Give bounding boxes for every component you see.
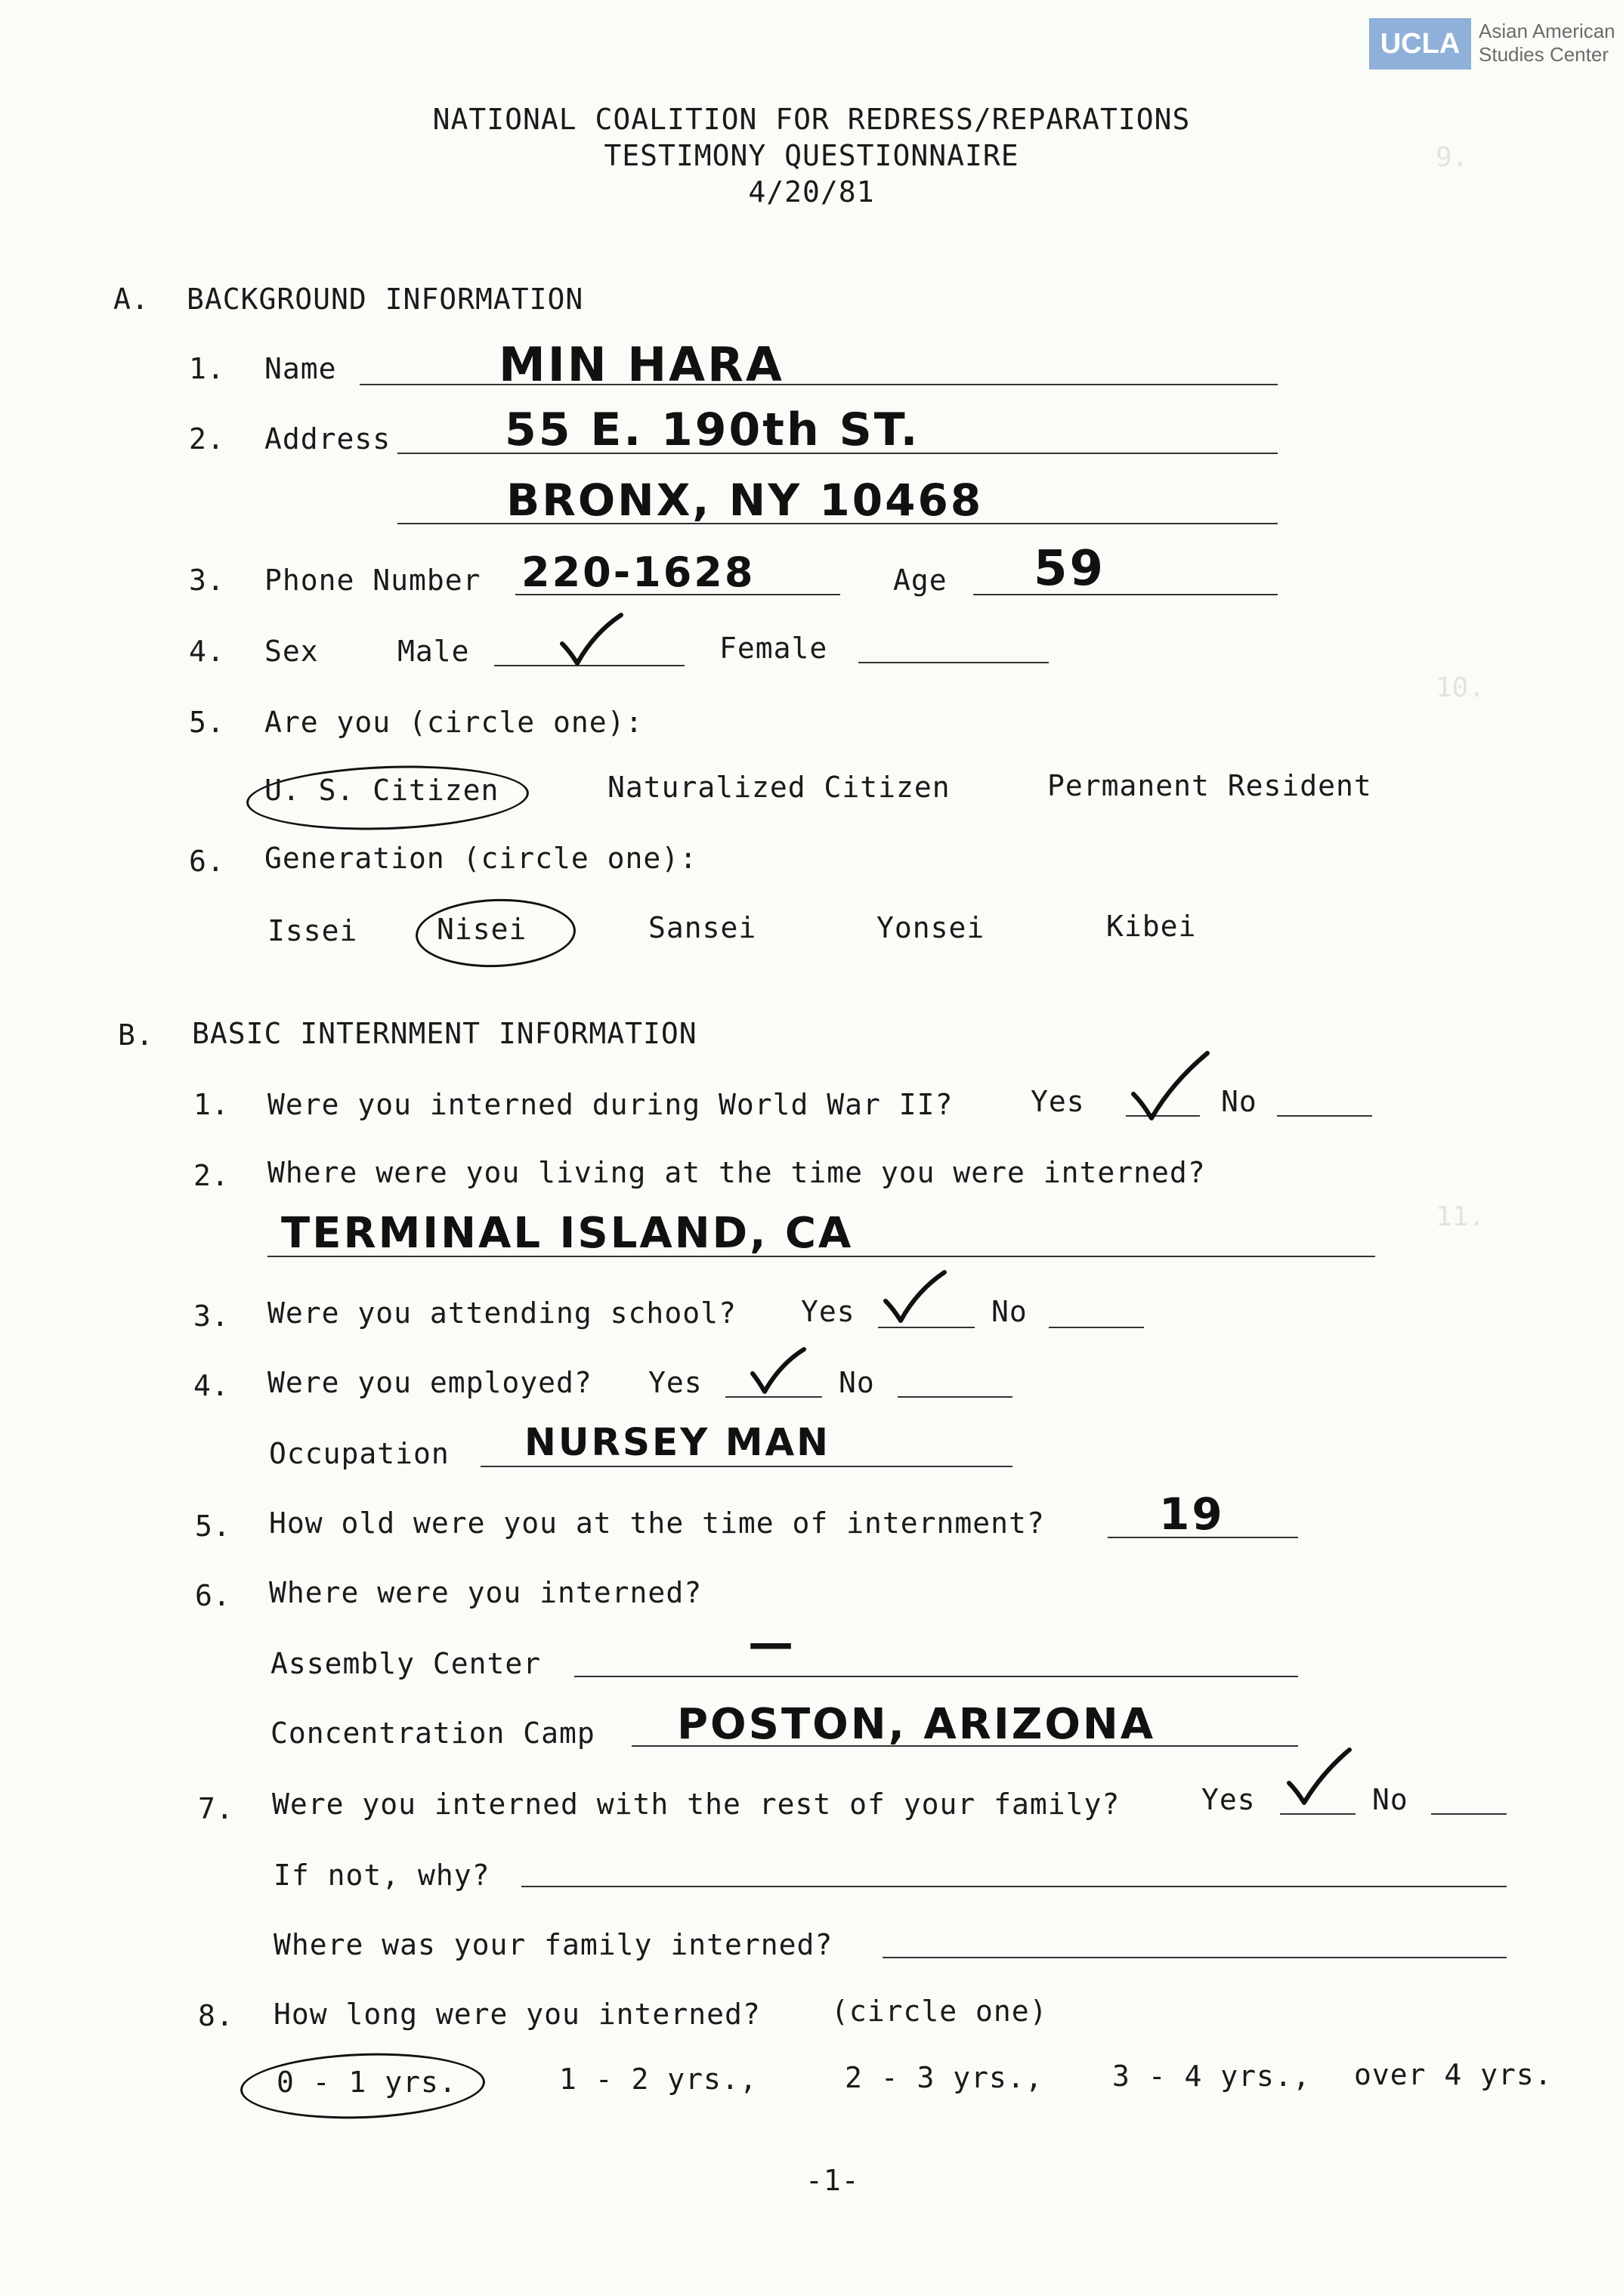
b7-no-label: No — [1372, 1783, 1408, 1816]
citizenship-option-us-citizen[interactable]: U. S. Citizen — [264, 774, 499, 807]
b5-answer: 19 — [1159, 1488, 1225, 1540]
b1-no-field-line[interactable] — [1277, 1115, 1372, 1117]
female-label: Female — [719, 632, 828, 665]
b4-no-field-line[interactable] — [898, 1396, 1012, 1398]
age-label: Age — [893, 564, 948, 597]
b7-yes-field-line[interactable] — [1280, 1813, 1356, 1815]
section-b-letter: B. — [118, 1018, 154, 1052]
if-not-why-label: If not, why? — [274, 1859, 490, 1892]
a6-label: Generation (circle one): — [264, 842, 698, 875]
age-answer: 59 — [1034, 541, 1106, 597]
b5-label: How old were you at the time of internment? — [269, 1506, 1045, 1540]
male-checkmark-icon — [558, 610, 626, 671]
b8-label: How long were you interned? — [274, 1998, 761, 2031]
b3-number: 3. — [193, 1299, 230, 1333]
assembly-center-label: Assembly Center — [270, 1647, 542, 1680]
assembly-center-field-line[interactable] — [574, 1676, 1298, 1677]
name-field-line[interactable] — [360, 384, 1278, 385]
b1-yes-label: Yes — [1031, 1085, 1085, 1118]
b4-number: 4. — [193, 1369, 230, 1402]
header-date: 4/20/81 — [748, 175, 875, 209]
b3-no-field-line[interactable] — [1049, 1327, 1144, 1328]
phone-answer: 220-1628 — [521, 549, 756, 596]
section-a-title: BACKGROUND INFORMATION — [187, 283, 584, 316]
a5-label: Are you (circle one): — [264, 706, 644, 739]
b7-number: 7. — [198, 1792, 234, 1825]
duration-option-2-3[interactable]: 2 - 3 yrs., — [845, 2061, 1043, 2094]
a2-label: Address — [264, 422, 391, 456]
bleed-through-text: 10. — [1436, 672, 1485, 703]
a2-number: 2. — [189, 422, 225, 456]
b4-no-label: No — [839, 1366, 875, 1399]
b4-yes-label: Yes — [648, 1366, 703, 1399]
generation-option-kibei[interactable]: Kibei — [1106, 910, 1197, 943]
b7-label: Were you interned with the rest of your family? — [272, 1788, 1121, 1821]
b2-answer: TERMINAL ISLAND, CA — [281, 1209, 854, 1258]
section-a-letter: A. — [113, 283, 150, 316]
duration-option-1-2[interactable]: 1 - 2 yrs., — [559, 2063, 758, 2096]
header-title: NATIONAL COALITION FOR REDRESS/REPARATIONS — [432, 103, 1191, 136]
a1-label: Name — [264, 352, 337, 385]
b3-no-label: No — [991, 1295, 1028, 1328]
a4-number: 4. — [189, 635, 225, 668]
b4-yes-checkmark-icon — [748, 1345, 808, 1398]
b1-number: 1. — [193, 1088, 230, 1121]
bleed-through-text: 11. — [1436, 1201, 1485, 1232]
b4-label: Were you employed? — [267, 1366, 592, 1399]
logo-line-1: Asian American — [1479, 20, 1615, 42]
a5-number: 5. — [189, 706, 225, 739]
citizenship-option-permanent-resident[interactable]: Permanent Resident — [1047, 769, 1372, 802]
logo-line-2: Studies Center — [1479, 43, 1609, 66]
b1-yes-checkmark-icon — [1129, 1049, 1212, 1124]
address-answer-line-1: 55 E. 190th ST. — [505, 403, 920, 456]
male-label: Male — [397, 635, 470, 668]
b1-no-label: No — [1221, 1085, 1257, 1118]
section-b-title: BASIC INTERNMENT INFORMATION — [192, 1017, 697, 1050]
logo-caption — [1479, 20, 1615, 66]
b8-hint: (circle one) — [831, 1995, 1048, 2028]
a6-number: 6. — [189, 845, 225, 878]
age-field-line[interactable] — [973, 594, 1278, 595]
b6-label: Where were you interned? — [269, 1576, 703, 1609]
b2-label: Where were you living at the time you were interned? — [267, 1156, 1206, 1189]
family-interned-label: Where was your family interned? — [274, 1928, 833, 1961]
generation-option-nisei[interactable]: Nisei — [437, 913, 527, 946]
b7-yes-label: Yes — [1201, 1783, 1256, 1816]
b1-label: Were you interned during World War II? — [267, 1088, 954, 1121]
occupation-field-line[interactable] — [481, 1466, 1012, 1467]
duration-option-over-4[interactable]: over 4 yrs. — [1354, 2058, 1553, 2091]
concentration-camp-answer: POSTON, ARIZONA — [677, 1700, 1156, 1749]
page-number: -1- — [805, 2164, 860, 2197]
a1-number: 1. — [189, 352, 225, 385]
b3-yes-checkmark-icon — [881, 1268, 949, 1328]
a4-label: Sex — [264, 635, 319, 668]
concentration-camp-label: Concentration Camp — [270, 1717, 595, 1750]
b5-number: 5. — [195, 1510, 231, 1543]
family-interned-field-line[interactable] — [883, 1957, 1507, 1958]
generation-option-yonsei[interactable]: Yonsei — [876, 911, 985, 944]
ucla-logo-mark: UCLA — [1369, 18, 1471, 70]
assembly-center-answer: — — [748, 1617, 796, 1670]
occupation-label: Occupation — [269, 1437, 450, 1470]
female-field-line[interactable] — [858, 662, 1049, 663]
generation-option-issei[interactable]: Issei — [267, 914, 358, 947]
b2-number: 2. — [193, 1159, 230, 1192]
citizenship-option-naturalized[interactable]: Naturalized Citizen — [607, 771, 951, 804]
name-answer: MIN HARA — [499, 337, 784, 392]
a3-number: 3. — [189, 564, 225, 597]
ucla-aasc-logo — [1369, 18, 1615, 71]
b7-no-field-line[interactable] — [1431, 1813, 1507, 1815]
bleed-through-text: 9. — [1436, 142, 1469, 173]
b3-yes-label: Yes — [801, 1295, 855, 1328]
b6-number: 6. — [195, 1579, 231, 1612]
duration-option-0-1[interactable]: 0 - 1 yrs. — [277, 2066, 457, 2099]
a3-label: Phone Number — [264, 564, 481, 597]
occupation-answer: NURSEY MAN — [524, 1420, 831, 1464]
b3-label: Were you attending school? — [267, 1296, 737, 1330]
duration-option-3-4[interactable]: 3 - 4 yrs., — [1112, 2060, 1311, 2093]
b8-number: 8. — [198, 1999, 234, 2032]
generation-option-sansei[interactable]: Sansei — [648, 911, 757, 944]
b7-yes-checkmark-icon — [1284, 1745, 1354, 1809]
header-subtitle: TESTIMONY QUESTIONNAIRE — [604, 139, 1019, 172]
address-answer-line-2: BRONX, NY 10468 — [506, 474, 984, 526]
if-not-why-field-line[interactable] — [521, 1886, 1507, 1887]
